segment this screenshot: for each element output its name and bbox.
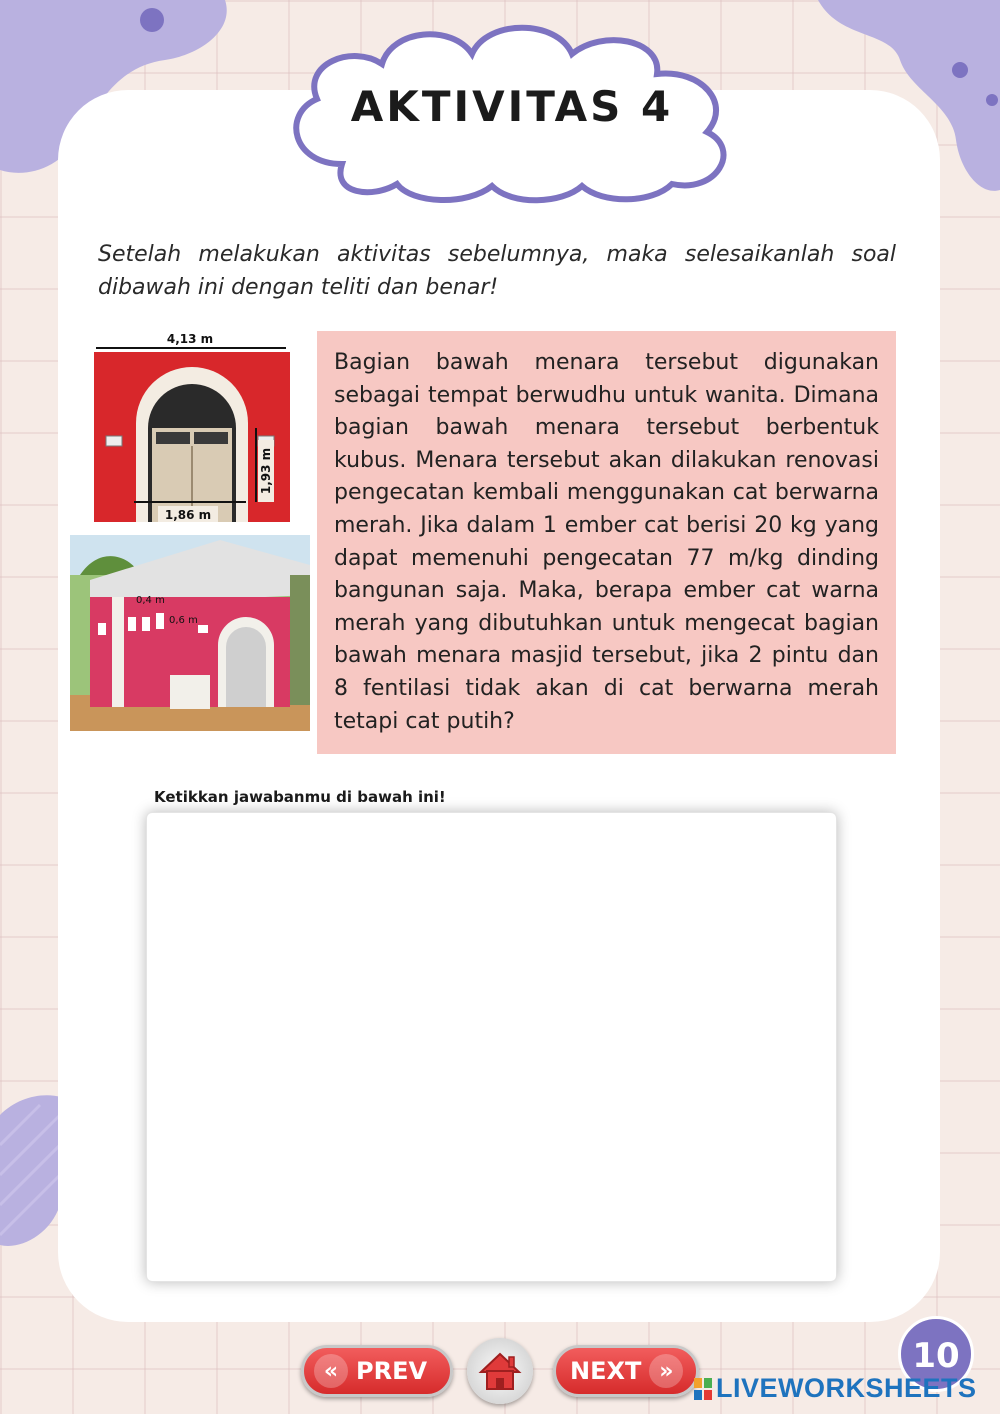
home-icon <box>467 1338 533 1404</box>
width-label-4-13: 4,13 m <box>166 332 214 346</box>
vent-height-label: 0,6 m <box>169 615 198 626</box>
vent-width-label: 0,4 m <box>136 595 165 606</box>
prev-label: PREV <box>356 1357 428 1385</box>
problem-text: Bagian bawah menara tersebut digunakan sebagai tempat berwudhu untuk wanita. Dimana bagian bawah menara tersebut berbentuk kubus. Menara tersebut akan dilakukan renovasi pengecatan kembali menggunakan cat berwarna merah. Jika dalam 1 ember cat berisi 20 kg yang dapat memenuhi pengecatan 77 m/kg dinding bangunan saja. Maka, berapa ember cat warna merah yang dibutuhkan untuk mengecat bagian bawah menara masjid tersebut, jika 2 pintu dan 8 fentilasi tidak akan di cat berwarna merah tetapi cat putih? <box>334 350 879 734</box>
door-dimension-image <box>94 328 290 524</box>
next-button[interactable] <box>553 1345 699 1397</box>
home-button[interactable] <box>467 1338 533 1404</box>
height-label-1-93: 1,93 m <box>259 447 273 495</box>
page-number: 10 <box>912 1336 960 1376</box>
double-chevron-right-icon: » <box>649 1354 683 1388</box>
instruction-text: Setelah melakukan aktivitas sebelumnya, maka selesaikanlah soal dibawah ini dengan teliti dan benar! <box>98 242 896 300</box>
double-chevron-left-icon: « <box>314 1354 348 1388</box>
building-photo <box>70 535 310 731</box>
answer-textarea[interactable] <box>146 812 837 1282</box>
prev-button[interactable] <box>301 1345 453 1397</box>
liveworksheets-logo-icon <box>694 1378 712 1400</box>
page-title: AKTIVITAS 4 <box>350 82 674 131</box>
liveworksheets-brand[interactable]: LIVEWORKSHEETS <box>716 1373 977 1403</box>
door-width-label-1-86: 1,86 m <box>164 508 212 522</box>
problem-statement-box <box>317 331 896 754</box>
next-label: NEXT <box>570 1357 642 1385</box>
answer-label: Ketikkan jawabanmu di bawah ini! <box>154 788 446 806</box>
